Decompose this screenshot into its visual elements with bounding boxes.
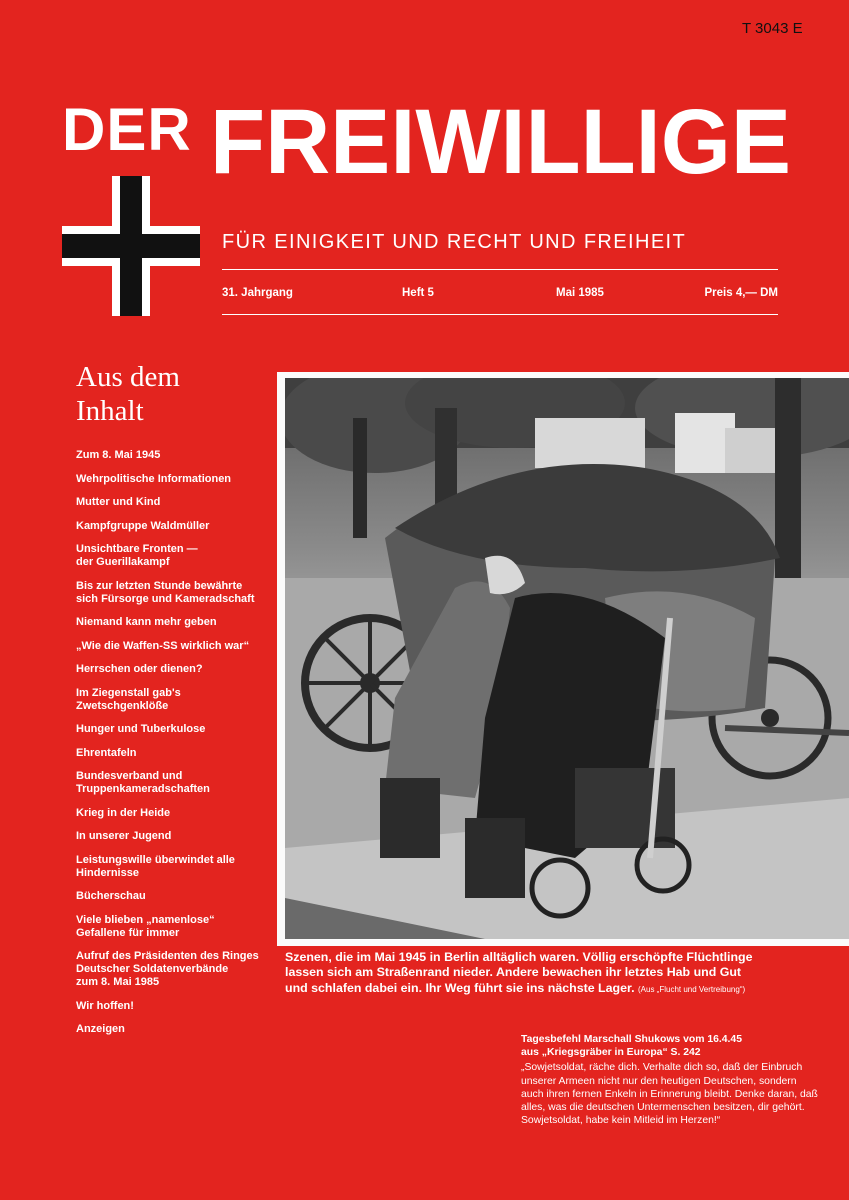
quote-block [521, 1033, 821, 1127]
contents-item: Bis zur letzten Stunde bewährte sich Fürsorge und Kameradschaft [76, 579, 255, 605]
masthead-motto: FÜR EINIGKEIT UND RECHT UND FREIHEIT [222, 231, 687, 253]
contents-item: Im Ziegenstall gab's Zwetschgenklöße [76, 686, 181, 712]
divider-bottom [222, 314, 778, 315]
caption-source: (Aus „Flucht und Vertreibung“) [638, 984, 746, 994]
contents-item: Mutter und Kind [76, 496, 161, 508]
contents-item: Krieg in der Heide [76, 806, 171, 819]
issue-date: Mai 1985 [556, 287, 604, 299]
contents-item: Niemand kann mehr geben [76, 616, 217, 628]
contents-item: Aufruf des Präsidenten des Ringes Deutscher Soldatenverbände zum 8. Mai 1985 [76, 950, 259, 988]
quote-body: „Sowjetsoldat, räche dich. Verhalte dich so, daß der Einbruch unserer Armeen nicht nur den heutigen Deutschen, sondern auch ihren fernen Enkeln in Erinnerung bleibt. Denke daran, daß alles, was die deutschen Untermenschen besitzen, dir gehört. Sowjetsoldat, habe kein Mitleid im Herzen!“ [521, 1062, 818, 1127]
contents-item: Kampfgruppe Waldmüller [76, 519, 210, 532]
quote-line2: aus „Kriegsgräber in Europa“ S. 242 [521, 1047, 701, 1059]
issue-volume: 31. Jahrgang [222, 287, 293, 299]
contents-item: Wir hoffen! [76, 999, 134, 1012]
contents-item: „Wie die Waffen-SS wirklich war“ [76, 639, 250, 652]
divider-top [222, 269, 778, 270]
contents-list [76, 449, 276, 1047]
contents-item: Ehrentafeln [76, 746, 137, 759]
contents-item: Unsichtbare Fronten — der Guerillakampf [76, 543, 198, 568]
contents-item: Anzeigen [76, 1023, 125, 1035]
contents-item: Viele blieben „namenlose“ Gefallene für immer [76, 913, 215, 939]
issue-price: Preis 4,— DM [704, 287, 778, 299]
contents-heading [76, 360, 180, 428]
photo-caption [285, 950, 765, 997]
masthead-der: DER [62, 96, 192, 163]
quote-line1: Tagesbefehl Marschall Shukows vom 16.4.45 [521, 1034, 742, 1045]
contents-item: Wehrpolitische Informationen [76, 472, 232, 485]
masthead-title: FREIWILLIGE [210, 91, 791, 193]
contents-heading-line2: Inhalt [76, 395, 144, 428]
contents-item: Herrschen oder dienen? [76, 663, 203, 675]
refugee-cart-photo [285, 378, 849, 939]
contents-item: In unserer Jugend [76, 830, 172, 842]
contents-item: Bücherschau [76, 890, 146, 902]
contents-item: Zum 8. Mai 1945 [76, 449, 161, 461]
contents-heading-line1: Aus dem [76, 361, 180, 393]
cross-icon [62, 176, 200, 316]
caption-text: Szenen, die im Mai 1945 in Berlin alltäglich waren. Völlig erschöpfte Flüchtlinge lassen sich am Straßenrand nieder. Andere bewachen ihr letztes Hab und Gut und schlafen dabei ein. Ihr Weg führt sie ins nächste Lager. [285, 950, 753, 995]
contents-item: Hunger und Tuberkulose [76, 723, 206, 735]
photo-frame [277, 372, 849, 946]
catalog-code: T 3043 E [742, 20, 803, 37]
contents-item: Bundesverband und Truppenkameradschaften [76, 770, 210, 795]
issue-number: Heft 5 [402, 287, 434, 299]
contents-item: Leistungswille überwindet alle Hindernisse [76, 853, 235, 879]
